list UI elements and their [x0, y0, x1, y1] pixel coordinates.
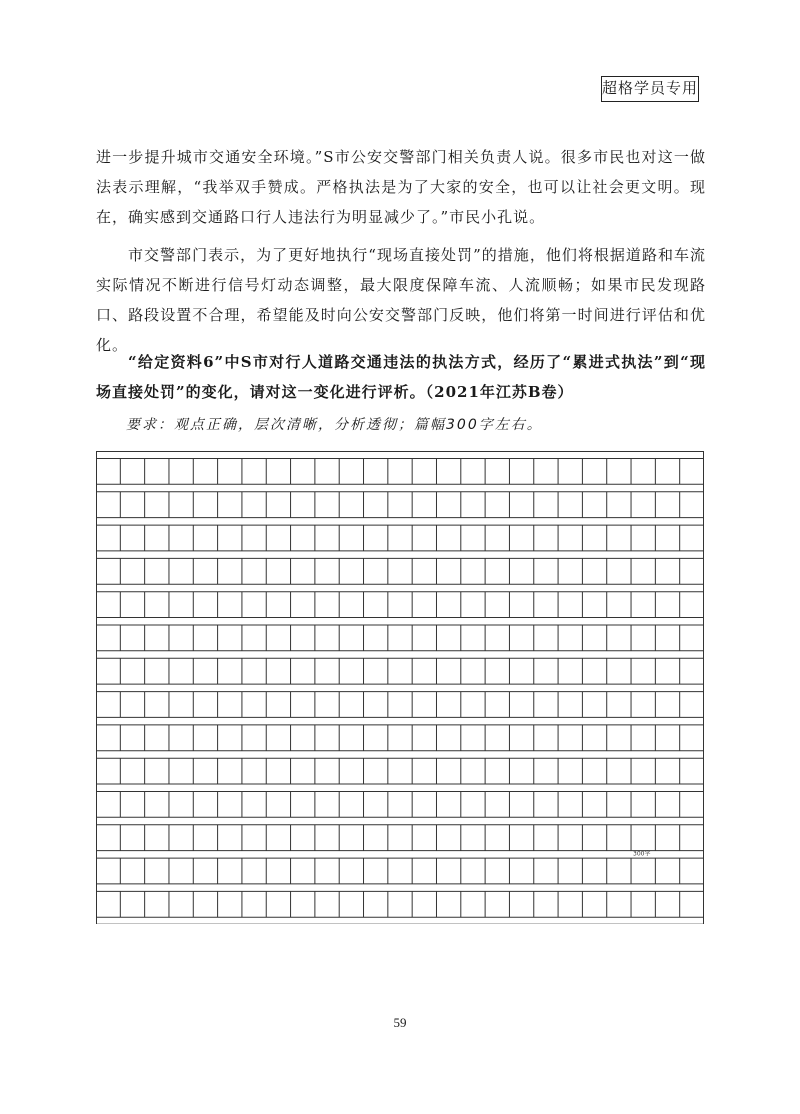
question-requirements: 要求：观点正确，层次清晰，分析透彻；篇幅300字左右。 [126, 417, 543, 433]
word-count-marker: 300字 [633, 850, 651, 858]
answer-grid[interactable] [96, 451, 704, 924]
passage-paragraph-2: 市交警部门表示，为了更好地执行“现场直接处罚”的措施，他们将根据道路和车流实际情况不断进行信号灯动态调整，最大限度保障车流、人流顺畅；如果市民发现路口、路段设置不合理，希望能及时向公安交警部门反映，他们将第一时间进行评估和优化。 [96, 246, 706, 354]
grid-frame [97, 452, 704, 925]
question-text: “给定资料6”中S市对行人道路交通违法的执法方式，经历了“累进式执法”到“现场直接处罚”的变化，请对这一变化进行评析。（2021年江苏B卷） [96, 353, 706, 401]
student-only-badge: 超格学员专用 [601, 76, 699, 102]
passage-paragraph-1: 进一步提升城市交通安全环境。”S市公安交警部门相关负责人说。很多市民也对这一做法表示理解，“我举双手赞成。严格执法是为了大家的安全，也可以让社会更文明。现在，确实感到交通路口行人违法行为明显减少了。”市民小孔说。 [96, 148, 706, 226]
page-number: 59 [393, 1015, 407, 1030]
